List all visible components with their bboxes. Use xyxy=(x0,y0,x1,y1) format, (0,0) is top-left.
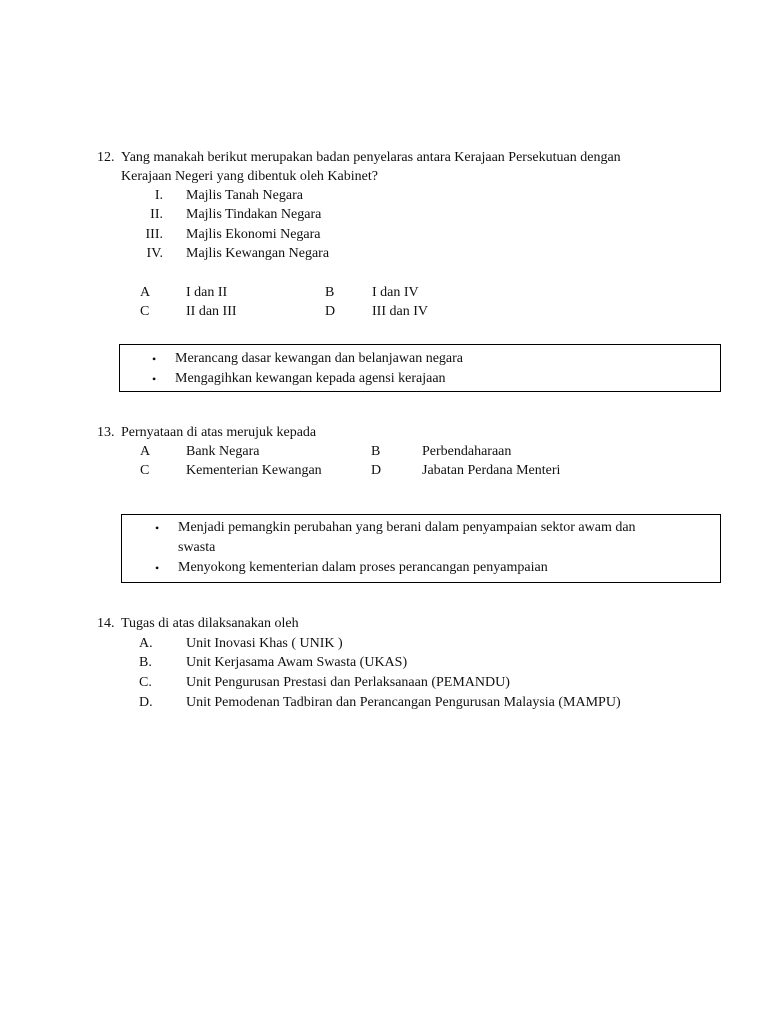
question-number: 12. xyxy=(97,150,115,165)
roman-numeral: III. xyxy=(145,227,163,242)
statement-item: Majlis Tindakan Negara xyxy=(186,207,322,222)
question-stem: Tugas di atas dilaksanakan oleh xyxy=(121,616,299,631)
bullet-icon: • xyxy=(152,352,157,366)
option-text: Jabatan Perdana Menteri xyxy=(422,463,561,478)
roman-numeral: IV. xyxy=(146,246,163,261)
question-stem: Pernyataan di atas merujuk kepada xyxy=(121,425,317,440)
bullet-icon: • xyxy=(155,561,160,575)
statement-item: Majlis Kewangan Negara xyxy=(186,246,330,261)
box-statement: Menyokong kementerian dalam proses perancangan penyampaian xyxy=(178,560,548,575)
roman-numeral: I. xyxy=(154,188,163,203)
box-statement-line-1: Menjadi pemangkin perubahan yang berani dalam penyampaian sektor awam dan xyxy=(178,520,636,535)
option-text: III dan IV xyxy=(372,304,428,319)
option-letter: C xyxy=(140,463,150,478)
option-text: Kementerian Kewangan xyxy=(186,463,322,478)
bullet-icon: • xyxy=(152,372,157,386)
option-letter: B xyxy=(325,285,335,300)
box-statement: Mengagihkan kewangan kepada agensi kerajaan xyxy=(175,371,446,386)
bullet-icon: • xyxy=(155,521,160,535)
option-text: I dan IV xyxy=(372,285,419,300)
option-letter: C xyxy=(140,304,150,319)
option-text: I dan II xyxy=(186,285,228,300)
option-letter: B. xyxy=(139,655,152,670)
option-text: Unit Pemodenan Tadbiran dan Perancangan Pengurusan Malaysia (MAMPU) xyxy=(186,695,621,710)
option-letter: C. xyxy=(139,675,152,690)
box-statement: Merancang dasar kewangan dan belanjawan negara xyxy=(175,351,464,366)
question-number: 13. xyxy=(97,425,115,440)
option-letter: B xyxy=(371,444,381,459)
option-text: Perbendaharaan xyxy=(422,444,512,459)
option-text: Unit Pengurusan Prestasi dan Perlaksanaan (PEMANDU) xyxy=(186,675,510,690)
option-letter: A xyxy=(140,444,151,459)
option-letter: D. xyxy=(139,695,153,710)
roman-numeral: II. xyxy=(150,207,163,222)
option-text: Bank Negara xyxy=(186,444,260,459)
statement-item: Majlis Tanah Negara xyxy=(186,188,303,203)
question-stem-line-1: Yang manakah berikut merupakan badan penyelaras antara Kerajaan Persekutuan dengan xyxy=(121,150,621,165)
option-letter: A. xyxy=(139,636,153,651)
option-letter: A xyxy=(140,285,151,300)
question-number: 14. xyxy=(97,616,115,631)
option-letter: D xyxy=(325,304,336,319)
option-text: Unit Inovasi Khas ( UNIK ) xyxy=(186,636,343,651)
box-statement-line-2: swasta xyxy=(178,540,216,555)
option-text: II dan III xyxy=(186,304,237,319)
statement-item: Majlis Ekonomi Negara xyxy=(186,227,321,242)
option-text: Unit Kerjasama Awam Swasta (UKAS) xyxy=(186,655,408,670)
option-letter: D xyxy=(371,463,382,478)
question-stem-line-2: Kerajaan Negeri yang dibentuk oleh Kabinet? xyxy=(121,169,378,184)
